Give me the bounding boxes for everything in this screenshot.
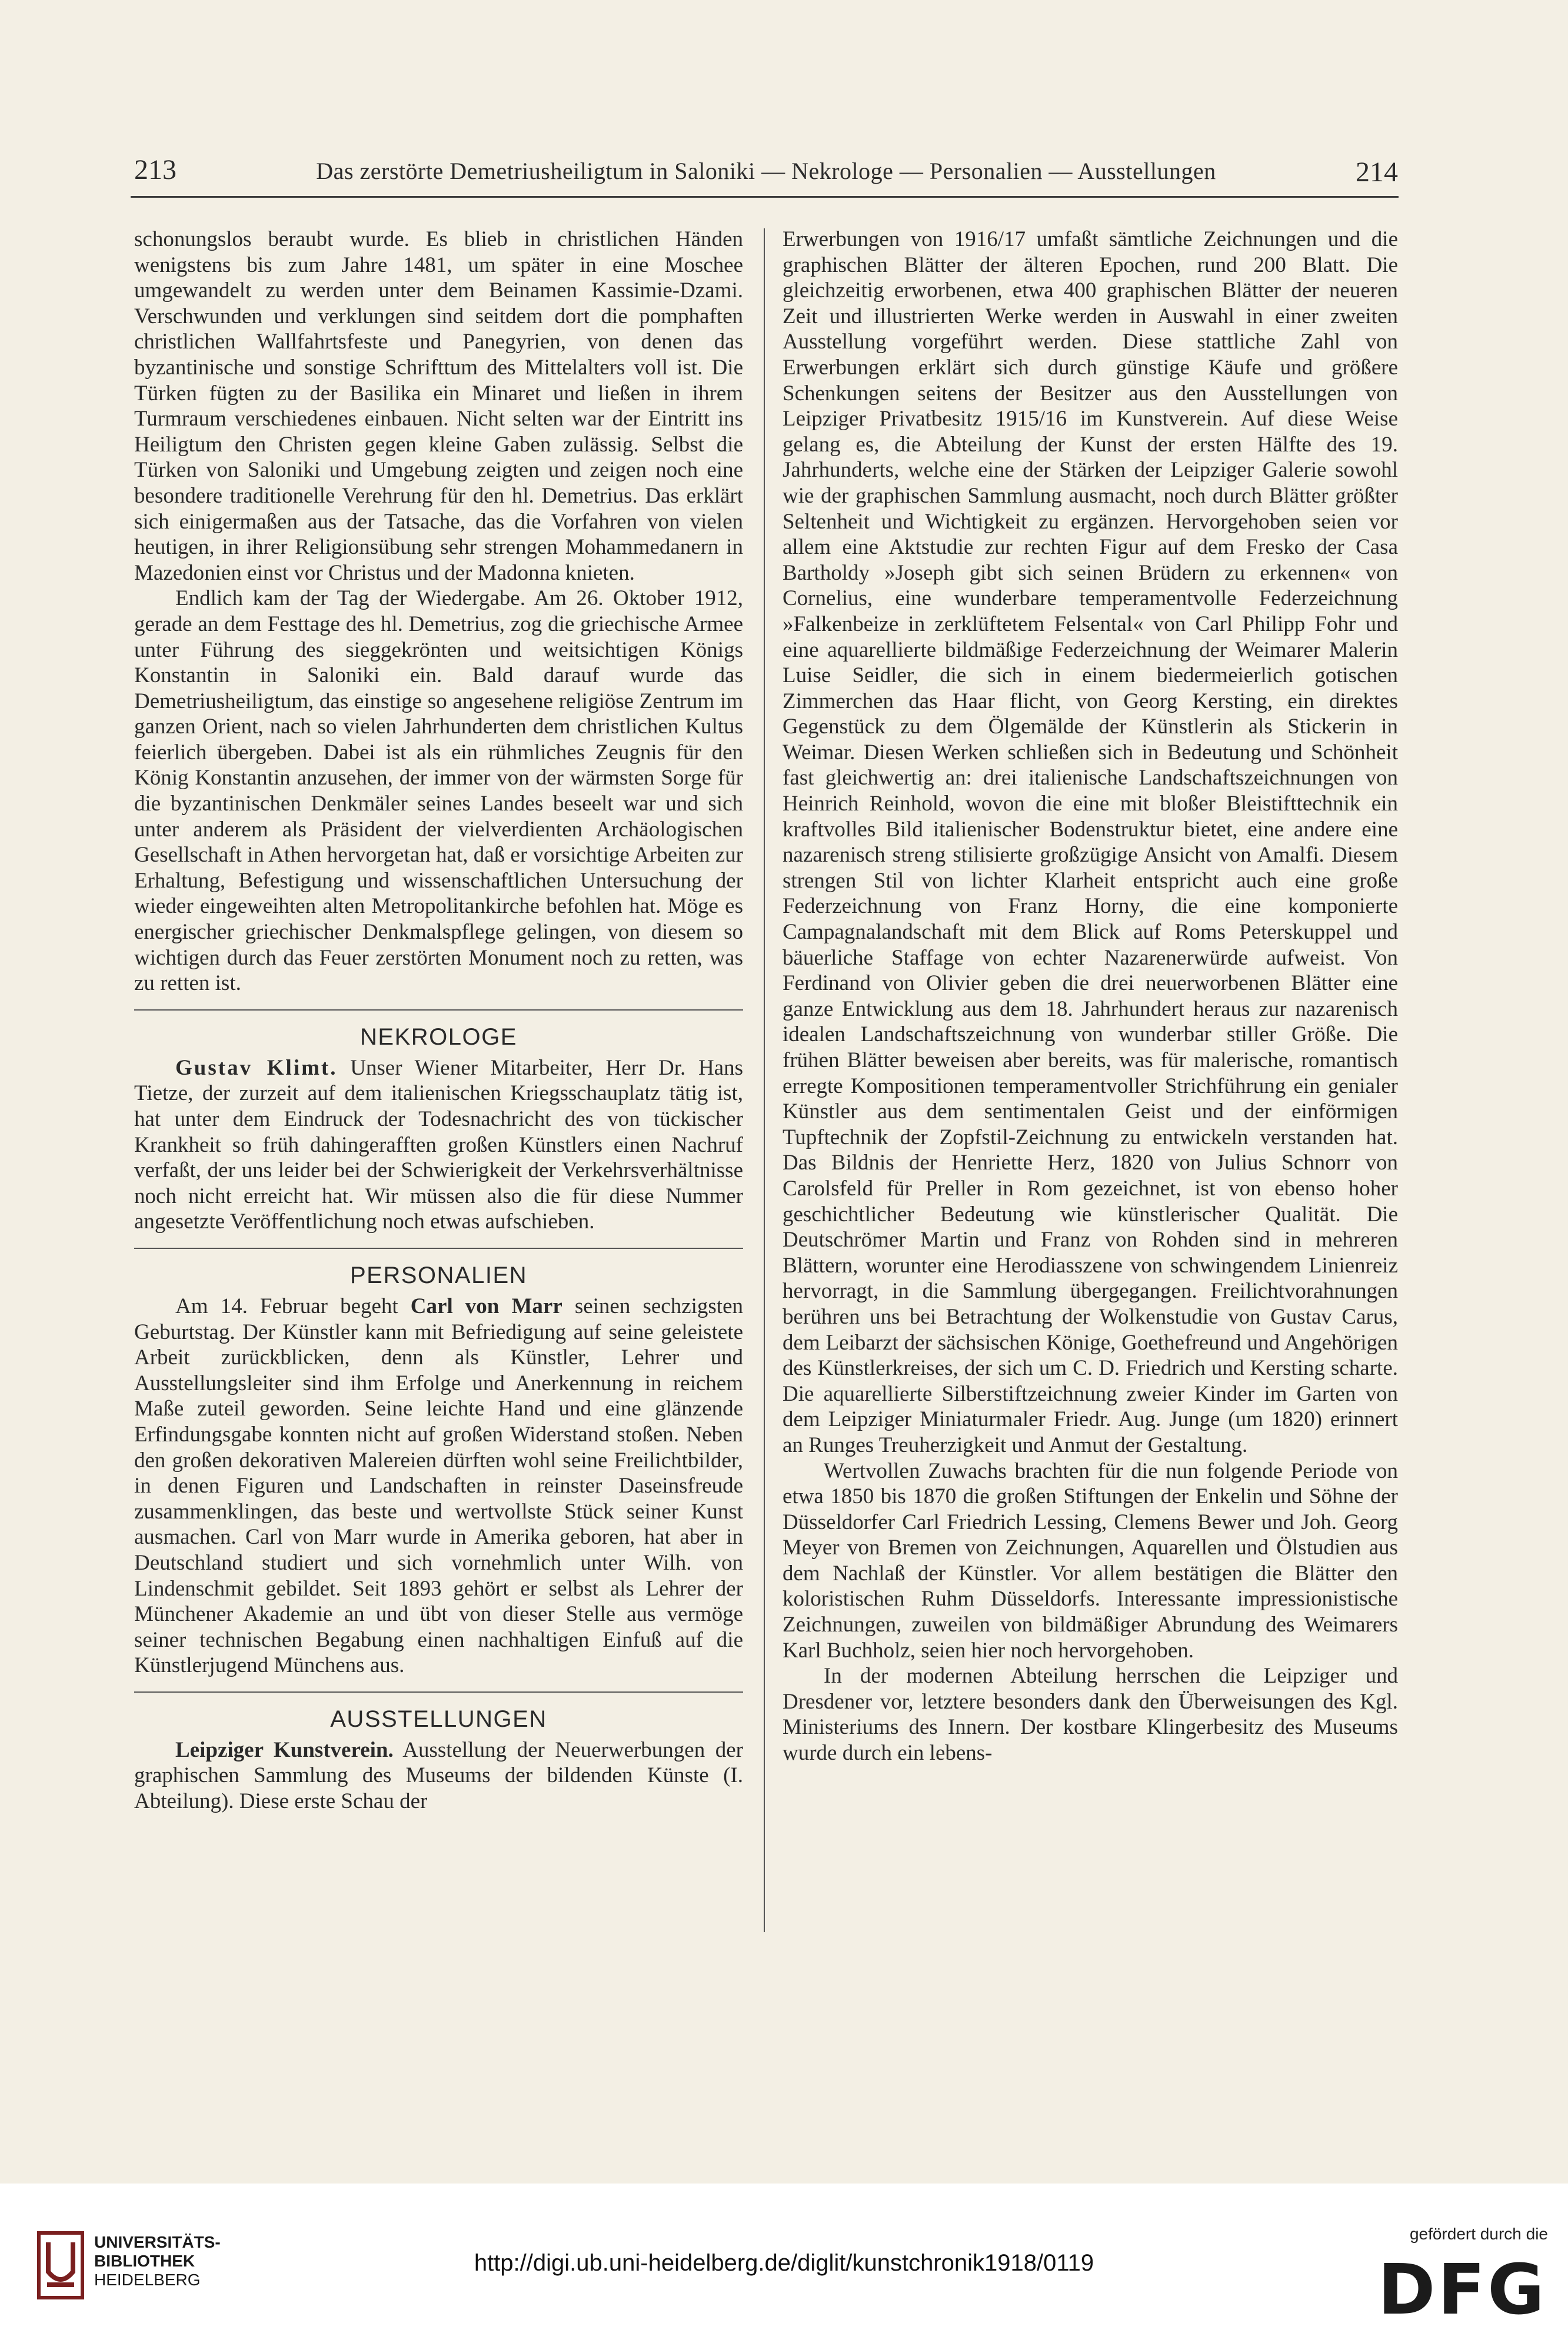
name-klimt: Gustav Klimt. bbox=[175, 1055, 338, 1080]
obituary-klimt bbox=[134, 1055, 743, 1235]
paragraph: Wertvollen Zuwachs brachten für die nun folgende Periode von etwa 1850 bis 1870 die großen Stiftungen der Enkelin und Söhne der Düsseldorfer Carl Friedrich Lessing, Clemens Bewer und Joh. Georg Meyer von Bremen von Zeichnungen, Aquarellen und Ölstudien aus dem Nachlaß der Künstler. Vor allem bestätigen die Blätter den koloristischen Ruhm Düsseldorfs. Interessante impressionistische Zeichnungen, zuweilen von bildmäßiger Abrundung des Weimarers Karl Buchholz, seien hier noch hervorgehoben. bbox=[783, 1458, 1398, 1663]
name-leipziger-kunstverein: Leipziger Kunstverein. bbox=[175, 1737, 394, 1762]
funding-caption: gefördert durch die bbox=[1409, 2225, 1548, 2243]
paragraph: Endlich kam der Tag der Wiedergabe. Am 26. Oktober 1912, gerade an dem Festtage des hl. Demetrius, zog die griechische Armee unter Führung des sieggekrönten und weitsichtigen Königs Konstantin in Saloniki ein. Bald darauf wurde das Demetriusheiligtum, das einstige so angesehene religiöse Zentrum im ganzen Orient, nach so vielen Jahrhunderten dem christlichen Kultus feierlich übergeben. Dabei ist als ein rühmliches Zeugnis für den König Konstantin anzusehen, der immer von der wärmsten Sorge für die byzantinischen Denkmäler seines Landes beseelt war und sich unter anderem als Präsident der vielverdienten Archäologischen Gesellschaft in Athen hervorgetan hat, daß er vorsichtige Arbeiten zur Erhaltung, Befestigung und wissenschaftlichen Untersuchung der wieder eingeweihten alten Metropolitankirche befohlen hat. Möge es energischer griechischer Denkmalspflege gelingen, von diesem so wichtigen durch das Feuer zerstörten Monument noch zu retten, was zu retten ist. bbox=[134, 586, 743, 996]
page-number-left: 213 bbox=[134, 154, 177, 185]
header-rule bbox=[131, 196, 1399, 198]
paragraph: schonungslos beraubt wurde. Es blieb in christlichen Händen wenigstens bis zum Jahre 1481, um später in eine Moschee umgewandelt zu werden unter dem Beinamen Kassimie-Dzami. Verschwunden und verklungen sind seitdem dort die pomphaften christlichen Wallfahrtsfeste und Panegyrien, von denen das byzantinische und sonstige Schrifttum des Mittelalters voll ist. Die Türken fügten zu der Basilika ein Minaret und ließen in ihrem Turmraum verschiedenes einbauen. Nicht selten war der Eintritt ins Heiligtum den Christen gegen kleine Gaben zulässig. Selbst die Türken von Saloniki und Umgebung zeigten und zeigen noch eine besondere traditionelle Verehrung für den hl. Demetrius. Das erklärt sich einigermaßen aus der Tatsache, das die Vorfahren von vielen heutigen, in ihrer Religionsübung sehr strengen Mohammedanern in Mazedonien einst vor Christus und der Madonna knieten. bbox=[134, 227, 743, 585]
permalink-url[interactable]: http://digi.ub.uni-heidelberg.de/diglit/kunstchronik1918/0119 bbox=[474, 2250, 1094, 2276]
dfg-logo: DFG bbox=[1377, 2249, 1547, 2330]
section-heading-ausstellungen: AUSSTELLUNGEN bbox=[134, 1691, 743, 1733]
column-divider bbox=[764, 228, 765, 1932]
paragraph: Am 14. Februar begeht bbox=[175, 1294, 411, 1318]
right-column bbox=[783, 227, 1398, 1766]
left-column bbox=[134, 227, 743, 1814]
personal-note-marr bbox=[134, 1294, 743, 1679]
viewer-footer bbox=[0, 2184, 1568, 2343]
running-title: Das zerstörte Demetriusheiligtum in Saloniki — Nekrologe — Personalien — Ausstellungen bbox=[316, 158, 1216, 184]
page-number-right: 214 bbox=[1356, 157, 1398, 188]
library-line: UNIVERSITÄTS- bbox=[94, 2233, 221, 2251]
section-heading-nekrologe: NEKROLOGE bbox=[134, 1009, 743, 1051]
page-header bbox=[134, 150, 1398, 191]
paragraph: Ausstellung der Neuerwerbungen der graphischen Sammlung des Museums der bildenden Künste (I. Abteilung). Diese erste Schau der bbox=[134, 1737, 744, 1814]
name-marr: Carl von Marr bbox=[410, 1294, 562, 1318]
paragraph: seinen sechzigsten Geburtstag. Der Künstler kann mit Befriedigung auf seine geleistete Arbeit zurückblicken, denn als Künstler, Lehrer und Ausstellungsleiter sind ihm Erfolge und Anerkennung in reichem Maße zuteil geworden. Seine leichte Hand und eine glänzende Erfindungsgabe konnten nicht auf großen Widerstand stoßen. Neben den großen dekorativen Malereien dürften wohl seine Freilichtbilder, in denen Figuren und Landschaften in reinster Daseinsfreude zusammenklingen, das beste und wertvollste Stück seiner Kunst ausmachen. Carl von Marr wurde in Amerika geboren, hat aber in Deutschland studiert und sich vornehmlich unter Wilh. von Lindenschmit gebildet. Seit 1893 gehört er selbst als Lehrer der Münchener Akademie an und übt von dieser Stelle aus vermöge seiner technischen Begabung einen nachhaltigen Einfuß auf die Künstlerjugend Münchens aus. bbox=[134, 1294, 743, 1678]
section-heading-personalien: PERSONALIEN bbox=[134, 1248, 743, 1289]
exhibition-leipzig bbox=[134, 1737, 743, 1814]
library-line: HEIDELBERG bbox=[94, 2271, 201, 2289]
paragraph: Erwerbungen von 1916/17 umfaßt sämtliche Zeichnungen und die graphischen Blätter der älteren Epochen, rund 200 Blatt. Die gleichzeitig erworbenen, etwa 400 graphischen Blätter der neueren Zeit und illustrierten Werke werden in Auswahl in einer zweiten Ausstellung vorgeführt werden. Diese stattliche Zahl von Erwerbungen erklärt sich durch günstige Käufe und größere Schenkungen seitens der Besitzer aus den Ausstellungen von Leipziger Privatbesitz 1915/16 im Kunstverein. Auf diese Weise gelang es, die Abteilung der Kunst der ersten Hälfte des 19. Jahrhunderts, welche eine der Stärken der Leipziger Galerie sowohl wie der graphischen Sammlung ausmacht, noch durch Blätter größter Seltenheit und Wichtigkeit zu ergänzen. Hervorgehoben seien vor allem eine Aktstudie zur rechten Figur auf dem Fresko der Casa Bartholdy »Joseph gibt sich seinen Brüdern zu erkennen« von Cornelius, eine wunderbare temperamentvolle Federzeichnung »Falkenbeize in zerklüftetem Felsental« von Carl Philipp Fohr und eine aquarellierte bildmäßige Federzeichnung der Weimarer Malerin Luise Seidler, die sich in einem biedermeierlich gotischen Zimmerchen das Haar flicht, von Georg Kersting, ein direktes Gegenstück zu dem Ölgemälde der Künstlerin als Stickerin in Weimar. Diesen Werken schließen sich in Bedeutung und Schönheit fast gleichwertig an: drei italienische Landschaftszeichnungen von Heinrich Reinhold, wovon die eine mit bloßer Bleistifttechnik ein kraftvolles Bild italienischer Bodenstruktur bietet, eine andere eine nazarenisch streng stilisierte großzügige Ansicht von Amalfi. Diesem strengen Stil von lichter Klarheit entspricht auch eine große Federzeichnung von Franz Horny, die eine komponierte Campagnalandschaft mit dem Blick auf Roms Peterskuppel und bäuerliche Staffage von echter Nazarenerwürde aufweist. Von Ferdinand von Olivier geben die drei neuerworbenen Blätter eine ganze Entwicklung aus dem 18. Jahrhundert heraus zur nazarenisch idealen Landschaftszeichnung von wunderbar stiller Größe. Die frühen Blätter beweisen aber bereits, was für malerische, romantisch erregte Kompositionen temperamentvoller Strichführung ein genialer Künstler aus dem sentimentalen Geist und der einförmigen Tupftechnik der Zopfstil-Zeichnung zu entwickeln verstanden hat. Das Bildnis der Henriette Herz, 1820 von Julius Schnorr von Carolsfeld für Preller in Rom gezeichnet, ist von ebenso hoher geschichtlicher Bedeutung wie künstlerischer Qualität. Die Deutschrömer Martin und Franz von Rohden sind in mehreren Blättern, worunter eine Herodiasszene von schwingendem Linienreiz hervorragt, in die Sammlung übergegangen. Freilichtvorahnungen berühren uns bei Betrachtung der Wolkenstudie von Gustav Carus, dem Leibarzt der sächsischen Könige, Goethefreund und Angehörigen des Künstlerkreises, der sich um C. D. Friedrich und Kersting scharte. Die aquarellierte Silberstiftzeichnung zweier Kinder im Garten von dem Leipziger Miniaturmaler Friedr. Aug. Junge (um 1820) erinnert an Runges Treuherzigkeit und Anmut der Gestaltung. bbox=[783, 227, 1398, 1457]
paragraph: In der modernen Abteilung herrschen die Leipziger und Dresdener vor, letztere besonders dank den Überweisungen des Kgl. Ministeriums des Innern. Der kostbare Klingerbesitz des Museums wurde durch ein lebens- bbox=[783, 1664, 1398, 1766]
paragraph: Unser Wiener Mitarbeiter, Herr Dr. Hans Tietze, der zurzeit auf dem italienischen Kriegsschauplatz tätig ist, hat unter dem Eindruck der Todesnachricht des von tückischer Krankheit so früh dahingerafften großen Künstlers einen Nachruf verfaßt, der uns leider bei der Schwierigkeit der Verkehrsverhältnisse noch nicht erreicht hat. Wir müssen also die für diese Nummer angesetzte Veröffentlichung noch etwas aufschieben. bbox=[134, 1055, 743, 1234]
library-line: BIBLIOTHEK bbox=[94, 2252, 195, 2270]
